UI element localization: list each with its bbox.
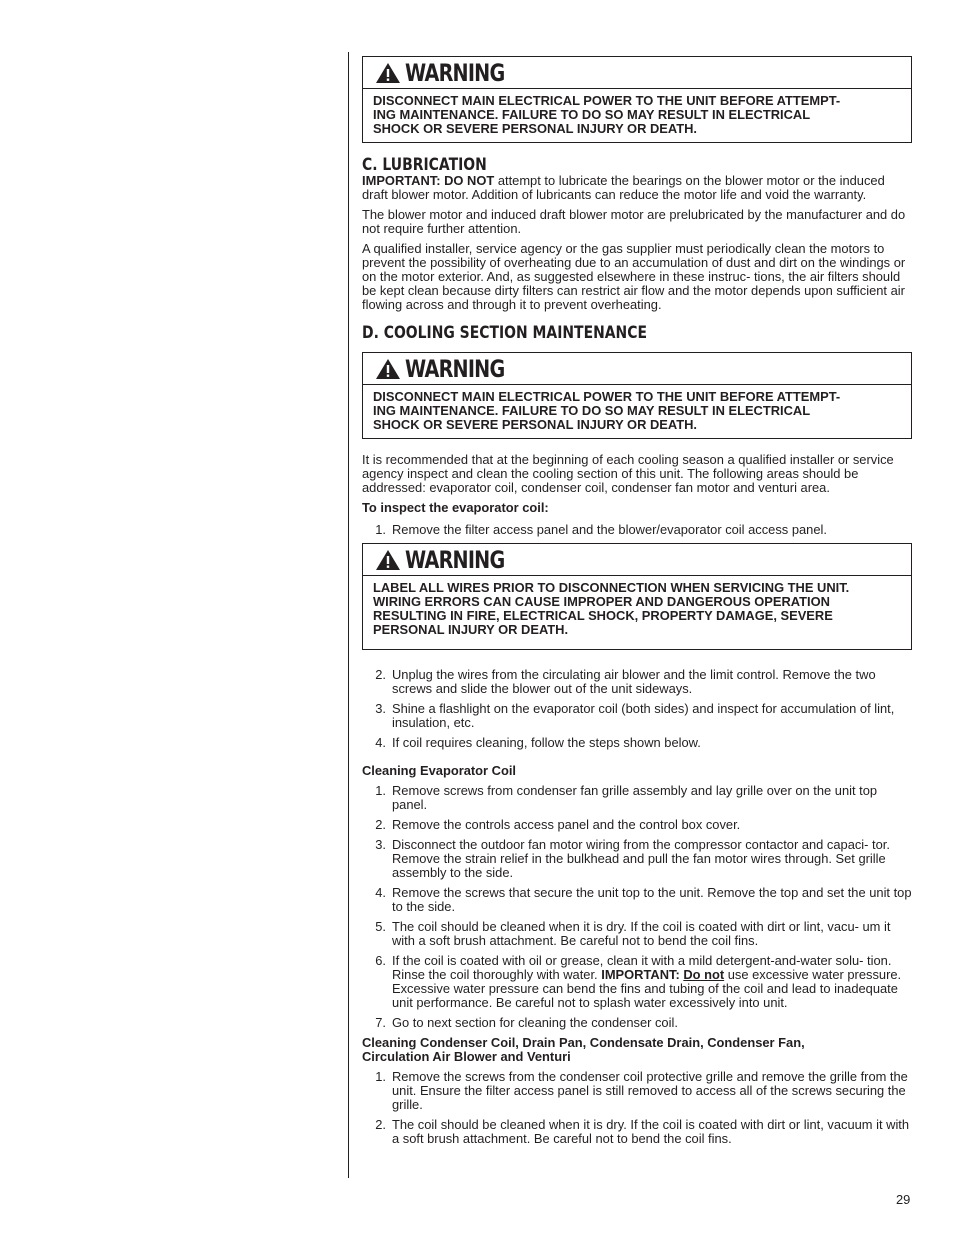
warning-title: WARNING [405, 58, 505, 87]
step-number: 2. [375, 667, 386, 682]
step-number: 3. [375, 701, 386, 716]
important-label: IMPORTANT: DO NOT [362, 173, 495, 188]
step-text: Go to next section for cleaning the condenser coil. [392, 1015, 678, 1030]
list-item [362, 1070, 912, 1112]
subheading-cleaning-evaporator: Cleaning Evaporator Coil [362, 763, 516, 778]
warning-line: ING MAINTENANCE. FAILURE TO DO SO MAY RESULT IN ELECTRICAL [373, 107, 811, 122]
warning-line: DISCONNECT MAIN ELECTRICAL POWER TO THE UNIT BEFORE ATTEMPT- [373, 389, 841, 404]
subheading-cleaning-condenser: Cleaning Condenser Coil, Drain Pan, Condensate Drain, Condenser Fan, Circulation Air Blower and Venturi [362, 1035, 805, 1064]
warning-line: DISCONNECT MAIN ELECTRICAL POWER TO THE UNIT BEFORE ATTEMPT- [373, 93, 841, 108]
cleaning-condenser-steps [362, 1070, 912, 1146]
step-number: 2. [375, 1117, 386, 1132]
step-number: 6. [375, 953, 386, 968]
list-item [362, 784, 912, 812]
step-text: Shine a flashlight on the evaporator coil (both sides) and inspect for accumulation of lint, insulation, etc. [392, 701, 895, 730]
important-text: attempt to lubricate the bearings on the blower motor or the induced draft blower motor. Addition of lubricants can reduce the motor life and void the warranty. [362, 173, 885, 202]
step-number: 3. [375, 837, 386, 852]
warning-triangle-icon [375, 62, 401, 84]
inspect-steps-list [362, 523, 912, 537]
list-item [362, 702, 912, 730]
do-not-emphasis: Do not [683, 967, 725, 982]
lubrication-paragraph: A qualified installer, service agency or the gas supplier must periodically clean the motors to prevent the possibility of overheating due to an accumulation of dust and dirt on the windings or on the motor exterior. And, as suggested elsewhere in these instruc- tions, the air filters should be kept clean because dirty filters can restrict air flow and the motor depends upon sufficient air flowing across and through it to prevent overheating. [362, 241, 906, 312]
step-text: If coil requires cleaning, follow the steps shown below. [392, 735, 701, 750]
step-text: Disconnect the outdoor fan motor wiring from the compressor contactor and capaci- tor. Remove the strain relief in the bulkhead and pull the fan motor wires through. Set grille assembly to the side. [392, 837, 890, 880]
list-item [362, 1016, 912, 1030]
warning-triangle-icon [375, 549, 401, 571]
step-number: 1. [375, 1069, 386, 1084]
step-text: The coil should be cleaned when it is dry. If the coil is coated with dirt or lint, vacu- um it with a soft brush attachment. Be careful not to bend the coil fins. [392, 919, 891, 948]
step-text: Remove the screws that secure the unit top to the unit. Remove the top and set the unit top to the side. [392, 885, 912, 914]
list-item [362, 523, 912, 537]
important-label: IMPORTANT: [601, 967, 684, 982]
warning-line: SHOCK OR SEVERE PERSONAL INJURY OR DEATH. [373, 121, 697, 136]
warning-title: WARNING [405, 545, 505, 574]
list-item [362, 954, 912, 1010]
warning-header [363, 544, 911, 576]
step-number: 2. [375, 817, 386, 832]
warning-triangle-icon [375, 358, 401, 380]
warning-line: WIRING ERRORS CAN CAUSE IMPROPER AND DANGEROUS OPERATION [373, 594, 830, 609]
warning-text [363, 89, 911, 142]
warning-line: RESULTING IN FIRE, ELECTRICAL SHOCK, PROPERTY DAMAGE, SEVERE [373, 608, 833, 623]
lubrication-paragraph: The blower motor and induced draft blower motor are prelubricated by the manufacturer and do not require further attention. [362, 207, 906, 236]
step-number: 1. [375, 783, 386, 798]
warning-box-power-2 [362, 352, 912, 439]
warning-line: SHOCK OR SEVERE PERSONAL INJURY OR DEATH. [373, 417, 697, 432]
lubrication-important [362, 174, 912, 202]
warning-box-power-1 [362, 56, 912, 143]
step-number: 4. [375, 735, 386, 750]
step-text: Remove the screws from the condenser coil protective grille and remove the grille from the unit. Ensure the filter access panel is still removed to access all of the screws securing the grille. [392, 1069, 908, 1112]
step-number: 4. [375, 885, 386, 900]
list-item [362, 818, 912, 832]
list-item [362, 886, 912, 914]
page-number: 29 [896, 1192, 911, 1207]
cooling-intro: It is recommended that at the beginning of each cooling season a qualified installer or service agency inspect and clean the cooling section of this unit. The following areas should be addressed: evaporator coil, condenser coil, condenser fan motor and venturi area. [362, 452, 894, 495]
list-item [362, 920, 912, 948]
warning-text [363, 385, 911, 438]
warning-text [363, 576, 911, 649]
step-text [386, 954, 912, 1010]
list-item [362, 1118, 912, 1146]
warning-line: ING MAINTENANCE. FAILURE TO DO SO MAY RESULT IN ELECTRICAL [373, 403, 811, 418]
list-item [362, 838, 912, 880]
step-number: 5. [375, 919, 386, 934]
warning-title: WARNING [405, 354, 505, 383]
step-number: 7. [375, 1015, 386, 1030]
list-item [362, 668, 912, 696]
step-text: Unplug the wires from the circulating air blower and the limit control. Remove the two screws and slide the blower out of the unit sideways. [392, 667, 876, 696]
inspect-heading: To inspect the evaporator coil: [362, 500, 549, 515]
step-text: Remove the filter access panel and the blower/evaporator coil access panel. [392, 522, 827, 537]
warning-header [363, 57, 911, 89]
cleaning-evaporator-steps [362, 784, 912, 1030]
step-text: The coil should be cleaned when it is dry. If the coil is coated with dirt or lint, vacuum it with a soft brush attachment. Be careful not to bend the coil fins. [392, 1117, 910, 1146]
step-text: Remove the controls access panel and the control box cover. [392, 817, 741, 832]
step-text-part: use excessive water pressure. Excessive water pressure can bend the fins and tubing of the coil and lead to inadequate unit performance. Be careful not to splash water excessively into unit. [392, 967, 902, 1010]
step-text-part: If the coil is coated with oil or grease, clean it with a mild detergent-and-water solu- tion. Rinse the coil thoroughly with water. [392, 953, 892, 982]
list-item [362, 736, 912, 750]
inspect-steps-list-continued [362, 668, 912, 750]
warning-box-wires [362, 543, 912, 650]
warning-line: PERSONAL INJURY OR DEATH. [373, 622, 569, 637]
warning-header [363, 353, 911, 385]
page-content [362, 56, 912, 1152]
section-heading-cooling: D. COOLING SECTION MAINTENANCE [362, 323, 647, 343]
section-heading-lubrication: C. LUBRICATION [362, 155, 487, 175]
margin-rule [348, 52, 349, 1178]
warning-line: LABEL ALL WIRES PRIOR TO DISCONNECTION WHEN SERVICING THE UNIT. [373, 580, 850, 595]
step-number: 1. [375, 522, 386, 537]
step-text: Remove screws from condenser fan grille assembly and lay grille over on the unit top panel. [392, 783, 878, 812]
